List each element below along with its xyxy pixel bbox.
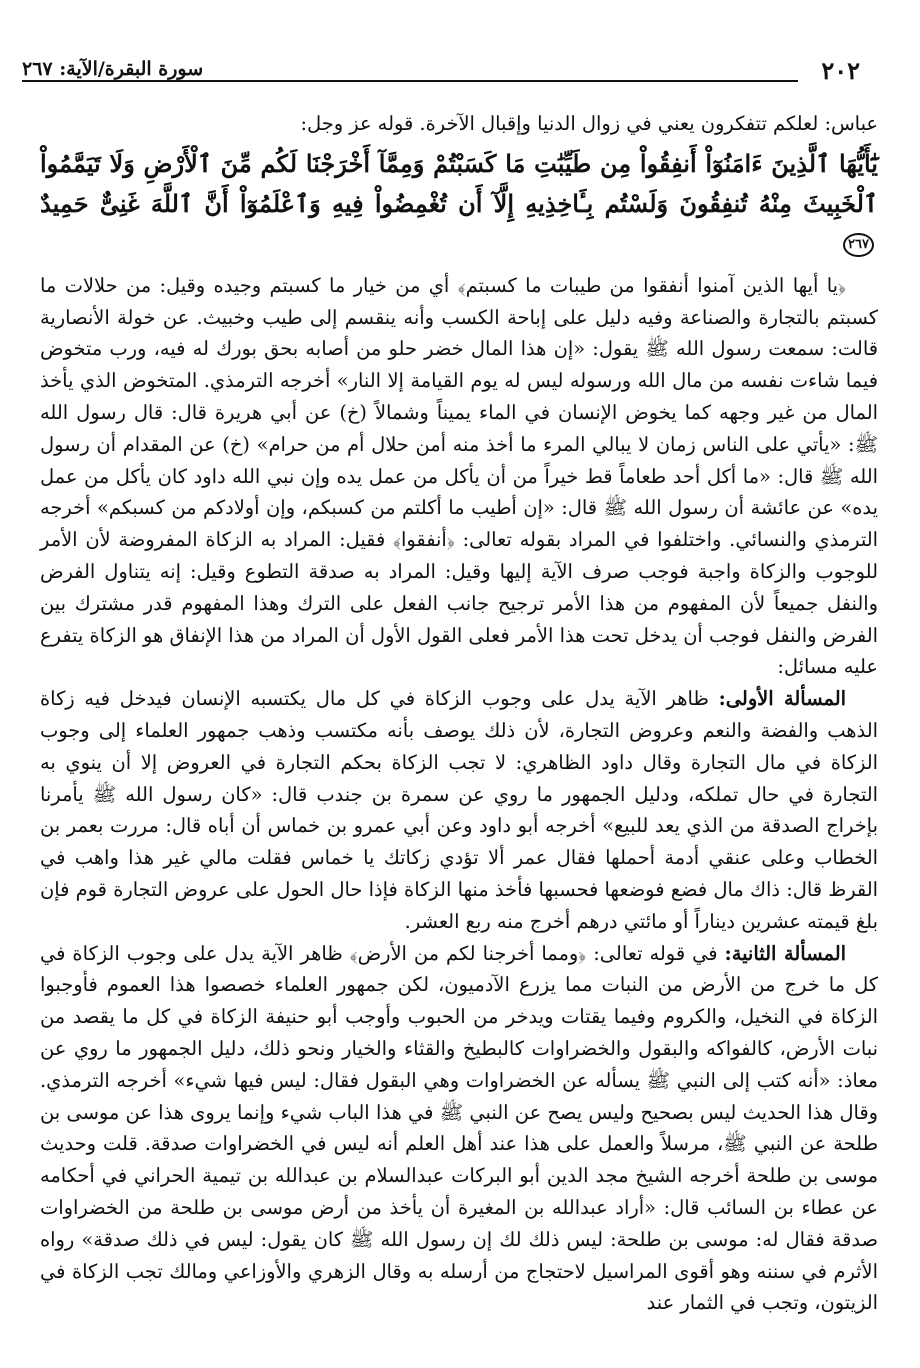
running-title: سورة البقرة/الآية: ٢٦٧ (22, 58, 204, 80)
page-body (40, 108, 878, 1319)
paragraph-1: ﴿يا أيها الذين آمنوا أنفقوا من طيبات ما كسبتم﴾ أي من خيار ما كسبتم وجيده وقيل: من حلالات ما كسبتم بالتجارة والصناعة وفيه دليل على إباحة الكسب وأنه ينقسم إلى طيب وخبيث. عن خولة الأنصارية قالت: سمعت رسول الله ﷺ يقول: «إن هذا المال خضر حلو من أصابه بحق بورك له فيه، ورب متخوض فيما شاءت نفسه من مال الله ورسوله ليس له يوم القيامة إلا النار» أخرجه الترمذي. المتخوض الذي يأخذ المال من غير وجهه كما يخوض الإنسان في الماء يميناً وشمالاً (خ) عن أبي هريرة قال: قال رسول الله ﷺ: «يأتي على الناس زمان لا يبالي المرء ما أخذ منه أمن حلال أم من حرام» (خ) عن المقدام أن رسول الله ﷺ قال: «ما أكل أحد طعاماً قط خيراً من أن يأكل من عمل يده وإن نبي الله داود كان يأكل من عمل يده» عن عائشة أن رسول الله ﷺ قال: «إن أطيب ما أكلتم من كسبكم، وإن أولادكم من كسبكم» أخرجه الترمذي والنسائي. واختلفوا في المراد بقوله تعالى: ﴿أنفقوا﴾ فقيل: المراد به الزكاة المفروضة لأن الأمر للوجوب والزكاة واجبة فوجب صرف الآية إليها وقيل: المراد به صدقة التطوع وقيل: إنه يتناول الفرض والنفل جميعاً لأن المفهوم من هذا الأمر ترجيح جانب الفعل على الترك وهذا المفهوم قدر مشترك بين الفرض والنفل فوجب أن يدخل تحت هذا الأمر فعلى القول الأول أن المراد من هذا الإنفاق هو الزكاة يتفرع عليه مسائل: (40, 273, 878, 679)
page-number: ٢٠٢ (821, 56, 860, 85)
paragraph-3 (40, 938, 878, 1320)
page-header (22, 56, 860, 86)
intro-line: عباس: لعلكم تتفكرون يعني في زوال الدنيا وإقبال الآخرة. قوله عز وجل: (300, 112, 878, 135)
section-title-2: المسألة الثانية: (724, 941, 846, 965)
paragraph-3-text: في قوله تعالى: ﴿ومما أخرجنا لكم من الأرض﴾ ظاهر الآية يدل على وجوب الزكاة في كل ما خرج من الأرض من النبات مما يزرع الآدميون، لكن جمهور العلماء خصصوا هذا العموم فأوجبوا الزكاة في النخيل، والكروم وفيما يقتات ويدخر من الحبوب وأوجب أبو حنيفة الزكاة في كل ما يقصد من نبات الأرض، كالفواكه والبقول والخضراوات كالبطيخ والقثاء والخيار ونحو ذلك، دليل الجمهور ما روي عن معاذ: «أنه كتب إلى النبي ﷺ يسأله عن الخضراوات وهي البقول فقال: ليس فيها شيء» أخرجه الترمذي. وقال هذا الحديث ليس بصحيح وليس يصح عن النبي ﷺ في هذا الباب شيء وإنما يروى هذا عن موسى بن طلحة عن النبي ﷺ، مرسلاً والعمل على هذا عند أهل العلم أنه ليس في الخضراوات صدقة. قلت وحديث موسى بن طلحة أخرجه الشيخ مجد الدين أبو البركات عبدالسلام بن عبدالله بن تيمية الحراني في أحكامه عن عطاء بن السائب قال: «أراد عبدالله بن المغيرة أن يأخذ من أرض موسى بن طلحة من الخضراوات صدقة فقال له: موسى بن طلحة: ليس ذلك لك إن رسول الله ﷺ كان يقول: ليس في ذلك صدقة» رواه الأثرم في سننه وهو أقوى المراسيل لاحتجاج من أرسله به وقال الزهري والأوزاعي ومالك تجب الزكاة في الزيتون، وتجب في الثمار عند (40, 941, 878, 1315)
verse-text: يَٰٓأَيُّهَا ٱلَّذِينَ ءَامَنُوٓاْ أَنفِقُواْ مِن طَيِّبَٰتِ مَا كَسَبْتُمْ وَمِمَّآ أَخْرَجْنَا لَكُم مِّنَ ٱلْأَرْضِ وَلَا تَيَمَّمُواْ ٱلْخَبِيثَ مِنْهُ تُنفِقُونَ وَلَسْتُم بِـَٔاخِذِيهِ إِلَّآ أَن تُغْمِضُواْ فِيهِ وَٱعْلَمُوٓاْ أَنَّ ٱللَّهَ غَنِىٌّ حَمِيدٌ (40, 148, 878, 218)
verse-number-mark: ٢٦٧ (843, 233, 874, 257)
quran-verse (40, 144, 878, 264)
header-rule (22, 80, 798, 82)
section-title-1: المسألة الأولى: (718, 687, 846, 711)
paragraph-2-text: ظاهر الآية يدل على وجوب الزكاة في كل مال يكتسبه الإنسان فيدخل فيه زكاة الذهب والفضة والنعم وعروض التجارة، لأن ذلك يوصف بأنه مكتسب وذهب جمهور العلماء إلى وجوب الزكاة في مال التجارة وقال داود الظاهري: لا تجب الزكاة بحكم التجارة في العروض إلا أن ينوي به التجارة في حال تملكه، ودليل الجمهور ما روي عن سمرة بن جندب قال: «كان رسول الله ﷺ يأمرنا بإخراج الصدقة من الذي يعد للبيع» أخرجه أبو داود وعن أبي عمرو بن خماس أن أباه قال: مررت بعمر بن الخطاب وعلى عنقي أدمة أحملها فقال عمر ألا تؤدي زكاتك يا خماس فقلت مالي غير هذا واهب في القرظ قال: ذاك مال فضع فوضعها فحسبها فأخذ منها الزكاة فإذا حال الحول على عروض التجارة قوم فإن بلغ قيمته عشرين ديناراً أو مائتي درهم أخرج منه ربع العشر. (40, 687, 878, 933)
paragraph-2 (40, 683, 878, 937)
